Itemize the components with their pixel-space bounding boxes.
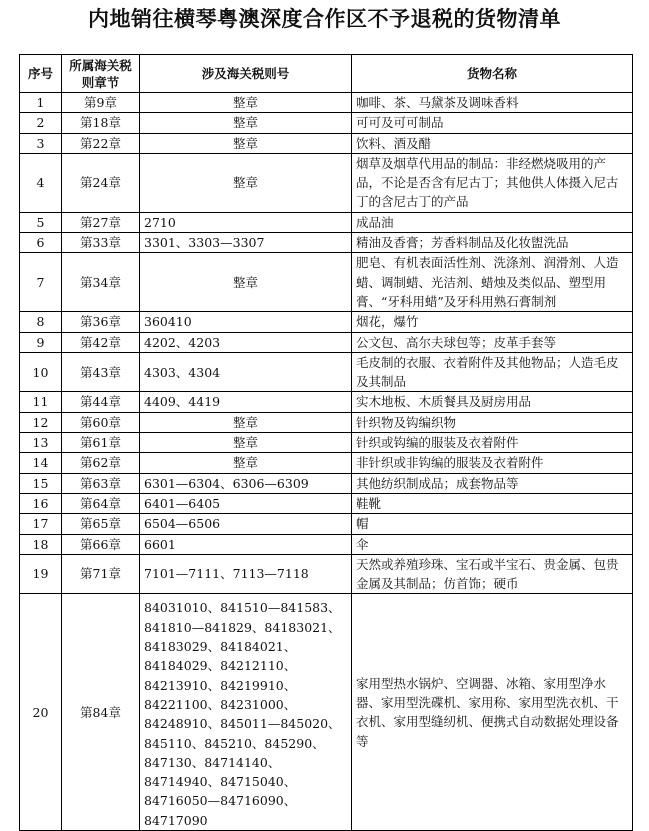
row-no: 18 bbox=[20, 534, 62, 554]
row-goods: 烟草及烟草代用品的制品：非经燃烧吸用的产品，不论是否含有尼古丁；其他供人体摄入尼古丁的含尼古丁的产品 bbox=[352, 153, 633, 212]
row-chapter: 第71章 bbox=[62, 554, 140, 594]
row-goods: 鞋靴 bbox=[352, 493, 633, 513]
row-code: 6504—6506 bbox=[140, 514, 352, 534]
row-code: 整章 bbox=[140, 113, 352, 133]
row-chapter: 第42章 bbox=[62, 332, 140, 352]
goods-table bbox=[19, 54, 633, 831]
row-no: 12 bbox=[20, 412, 62, 432]
row-goods: 成品油 bbox=[352, 212, 633, 232]
row-goods: 天然或养殖珍珠、宝石或半宝石、贵金属、包贵金属及其制品；仿首饰；硬币 bbox=[352, 554, 633, 594]
row-code: 整章 bbox=[140, 253, 352, 312]
table-row bbox=[20, 233, 633, 253]
row-code: 7101—7111、7113—7118 bbox=[140, 554, 352, 594]
row-code: 84031010、841510—841583、841810—841829、84183021、84183029、84184021、84184029、84212110、84213910、84219910、84221100、84231000、84248910、845011—845020、845110、845210、845290、847130、84714140、84714940、84715040、84716050—84716090、84717090 bbox=[140, 594, 352, 831]
table-header-row bbox=[20, 55, 633, 93]
row-code: 整章 bbox=[140, 412, 352, 432]
row-code: 6401—6405 bbox=[140, 493, 352, 513]
row-code: 3301、3303—3307 bbox=[140, 233, 352, 253]
row-chapter: 第61章 bbox=[62, 433, 140, 453]
row-chapter: 第64章 bbox=[62, 493, 140, 513]
row-chapter: 第18章 bbox=[62, 113, 140, 133]
row-chapter: 第84章 bbox=[62, 594, 140, 831]
row-goods: 帽 bbox=[352, 514, 633, 534]
row-no: 5 bbox=[20, 212, 62, 232]
row-code: 4202、4203 bbox=[140, 332, 352, 352]
row-no: 15 bbox=[20, 473, 62, 493]
row-no: 17 bbox=[20, 514, 62, 534]
row-chapter: 第24章 bbox=[62, 153, 140, 212]
row-goods: 毛皮制的衣服、衣着附件及其他物品；人造毛皮及其制品 bbox=[352, 352, 633, 392]
row-code: 整章 bbox=[140, 453, 352, 473]
row-code: 2710 bbox=[140, 212, 352, 232]
row-chapter: 第36章 bbox=[62, 312, 140, 332]
table-row bbox=[20, 433, 633, 453]
row-chapter: 第62章 bbox=[62, 453, 140, 473]
row-chapter: 第44章 bbox=[62, 392, 140, 412]
table-row bbox=[20, 253, 633, 312]
row-code: 整章 bbox=[140, 433, 352, 453]
row-goods: 肥皂、有机表面活性剂、洗涤剂、润滑剂、人造蜡、调制蜡、光洁剂、蜡烛及类似品、塑型用膏、“牙科用蜡”及牙科用熟石膏制剂 bbox=[352, 253, 633, 312]
row-code: 360410 bbox=[140, 312, 352, 332]
row-goods: 家用型热水锅炉、空调器、冰箱、家用型净水器、家用型洗碟机、家用称、家用型洗衣机、干衣机、家用型缝纫机、便携式自动数据处理设备等 bbox=[352, 594, 633, 831]
header-code: 涉及海关税则号 bbox=[140, 55, 352, 93]
table-row bbox=[20, 392, 633, 412]
row-code: 6301—6304、6306—6309 bbox=[140, 473, 352, 493]
table-row bbox=[20, 113, 633, 133]
row-no: 3 bbox=[20, 133, 62, 153]
table-row bbox=[20, 352, 633, 392]
table-row bbox=[20, 312, 633, 332]
table-row bbox=[20, 594, 633, 831]
row-code: 整章 bbox=[140, 133, 352, 153]
row-chapter: 第60章 bbox=[62, 412, 140, 432]
row-goods: 咖啡、茶、马黛茶及调味香料 bbox=[352, 93, 633, 113]
row-no: 16 bbox=[20, 493, 62, 513]
row-no: 20 bbox=[20, 594, 62, 831]
row-chapter: 第63章 bbox=[62, 473, 140, 493]
table-row bbox=[20, 554, 633, 594]
header-chapter: 所属海关税则章节 bbox=[62, 55, 140, 93]
row-goods: 烟花，爆竹 bbox=[352, 312, 633, 332]
row-no: 8 bbox=[20, 312, 62, 332]
row-no: 4 bbox=[20, 153, 62, 212]
row-code: 6601 bbox=[140, 534, 352, 554]
row-goods: 针织物及钩编织物 bbox=[352, 412, 633, 432]
row-code: 4303、4304 bbox=[140, 352, 352, 392]
row-goods: 公文包、高尔夫球包等；皮革手套等 bbox=[352, 332, 633, 352]
row-goods: 伞 bbox=[352, 534, 633, 554]
table-row bbox=[20, 453, 633, 473]
table-row bbox=[20, 332, 633, 352]
row-no: 2 bbox=[20, 113, 62, 133]
row-no: 7 bbox=[20, 253, 62, 312]
row-chapter: 第27章 bbox=[62, 212, 140, 232]
row-code: 4409、4419 bbox=[140, 392, 352, 412]
table-row bbox=[20, 212, 633, 232]
row-goods: 饮料、酒及醋 bbox=[352, 133, 633, 153]
row-code: 整章 bbox=[140, 93, 352, 113]
table-row bbox=[20, 473, 633, 493]
row-chapter: 第65章 bbox=[62, 514, 140, 534]
row-chapter: 第33章 bbox=[62, 233, 140, 253]
row-chapter: 第66章 bbox=[62, 534, 140, 554]
row-chapter: 第43章 bbox=[62, 352, 140, 392]
row-goods: 实木地板、木质餐具及厨房用品 bbox=[352, 392, 633, 412]
row-no: 19 bbox=[20, 554, 62, 594]
header-no: 序号 bbox=[20, 55, 62, 93]
table-row bbox=[20, 534, 633, 554]
page-title: 内地销往横琴粤澳深度合作区不予退税的货物清单 bbox=[88, 7, 561, 31]
row-goods: 针织或钩编的服装及衣着附件 bbox=[352, 433, 633, 453]
header-goods: 货物名称 bbox=[352, 55, 633, 93]
table-row bbox=[20, 133, 633, 153]
table-row bbox=[20, 93, 633, 113]
row-no: 1 bbox=[20, 93, 62, 113]
row-no: 10 bbox=[20, 352, 62, 392]
table-row bbox=[20, 153, 633, 212]
row-code: 整章 bbox=[140, 153, 352, 212]
table-row bbox=[20, 493, 633, 513]
row-chapter: 第9章 bbox=[62, 93, 140, 113]
row-goods: 非针织或非钩编的服装及衣着附件 bbox=[352, 453, 633, 473]
row-no: 9 bbox=[20, 332, 62, 352]
row-goods: 精油及香膏；芳香料制品及化妆盥洗品 bbox=[352, 233, 633, 253]
row-goods: 可可及可可制品 bbox=[352, 113, 633, 133]
row-no: 6 bbox=[20, 233, 62, 253]
row-no: 11 bbox=[20, 392, 62, 412]
row-no: 13 bbox=[20, 433, 62, 453]
table-row bbox=[20, 412, 633, 432]
row-chapter: 第34章 bbox=[62, 253, 140, 312]
table-row bbox=[20, 514, 633, 534]
row-chapter: 第22章 bbox=[62, 133, 140, 153]
row-no: 14 bbox=[20, 453, 62, 473]
row-goods: 其他纺织制成品；成套物品等 bbox=[352, 473, 633, 493]
